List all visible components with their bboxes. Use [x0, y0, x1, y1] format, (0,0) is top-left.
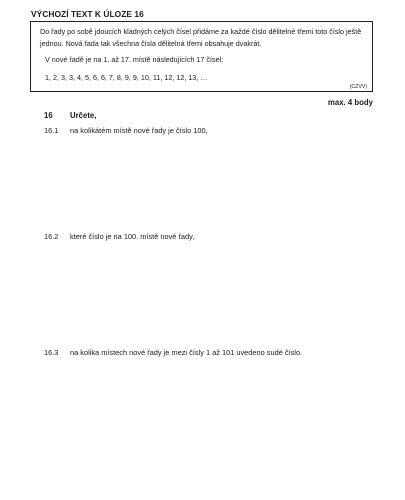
intro-line: V nové řadě je na 1. až 17. místě následujících 17 čísel:: [45, 55, 224, 64]
intro-text-box: [30, 21, 373, 92]
question-number: 16: [44, 111, 53, 120]
subquestion-text: na kolikátém místě nové řady je číslo 100,: [70, 126, 208, 135]
subquestion-number: 16.1: [44, 126, 59, 135]
intro-paragraph: Do řady po sobě jdoucích kladných celých čísel přidáme za každé číslo dělitelné třemi toto číslo ještě jednou. Nová řada tak všechna čísla dělitelná třemi obsahuje dvakrát.: [40, 27, 362, 48]
subquestion-number: 16.3: [44, 348, 59, 357]
number-sequence: 1, 2, 3, 3, 4, 5, 6, 6, 7, 8, 9, 9, 10, 11, 12, 12, 13, …: [45, 73, 208, 82]
question-title: Určete,: [70, 111, 97, 120]
max-points-label: max. 4 body: [327, 98, 373, 107]
subquestion-text: které číslo je na 100. místě nové řady,: [70, 232, 195, 241]
source-label: (CZVV): [349, 84, 367, 90]
subquestion-text: na kolika místech nové řady je mezi čísly 1 až 101 uvedeno sudé číslo.: [70, 348, 303, 357]
subquestion-number: 16.2: [44, 232, 59, 241]
section-heading: VÝCHOZÍ TEXT K ÚLOZE 16: [31, 9, 144, 19]
